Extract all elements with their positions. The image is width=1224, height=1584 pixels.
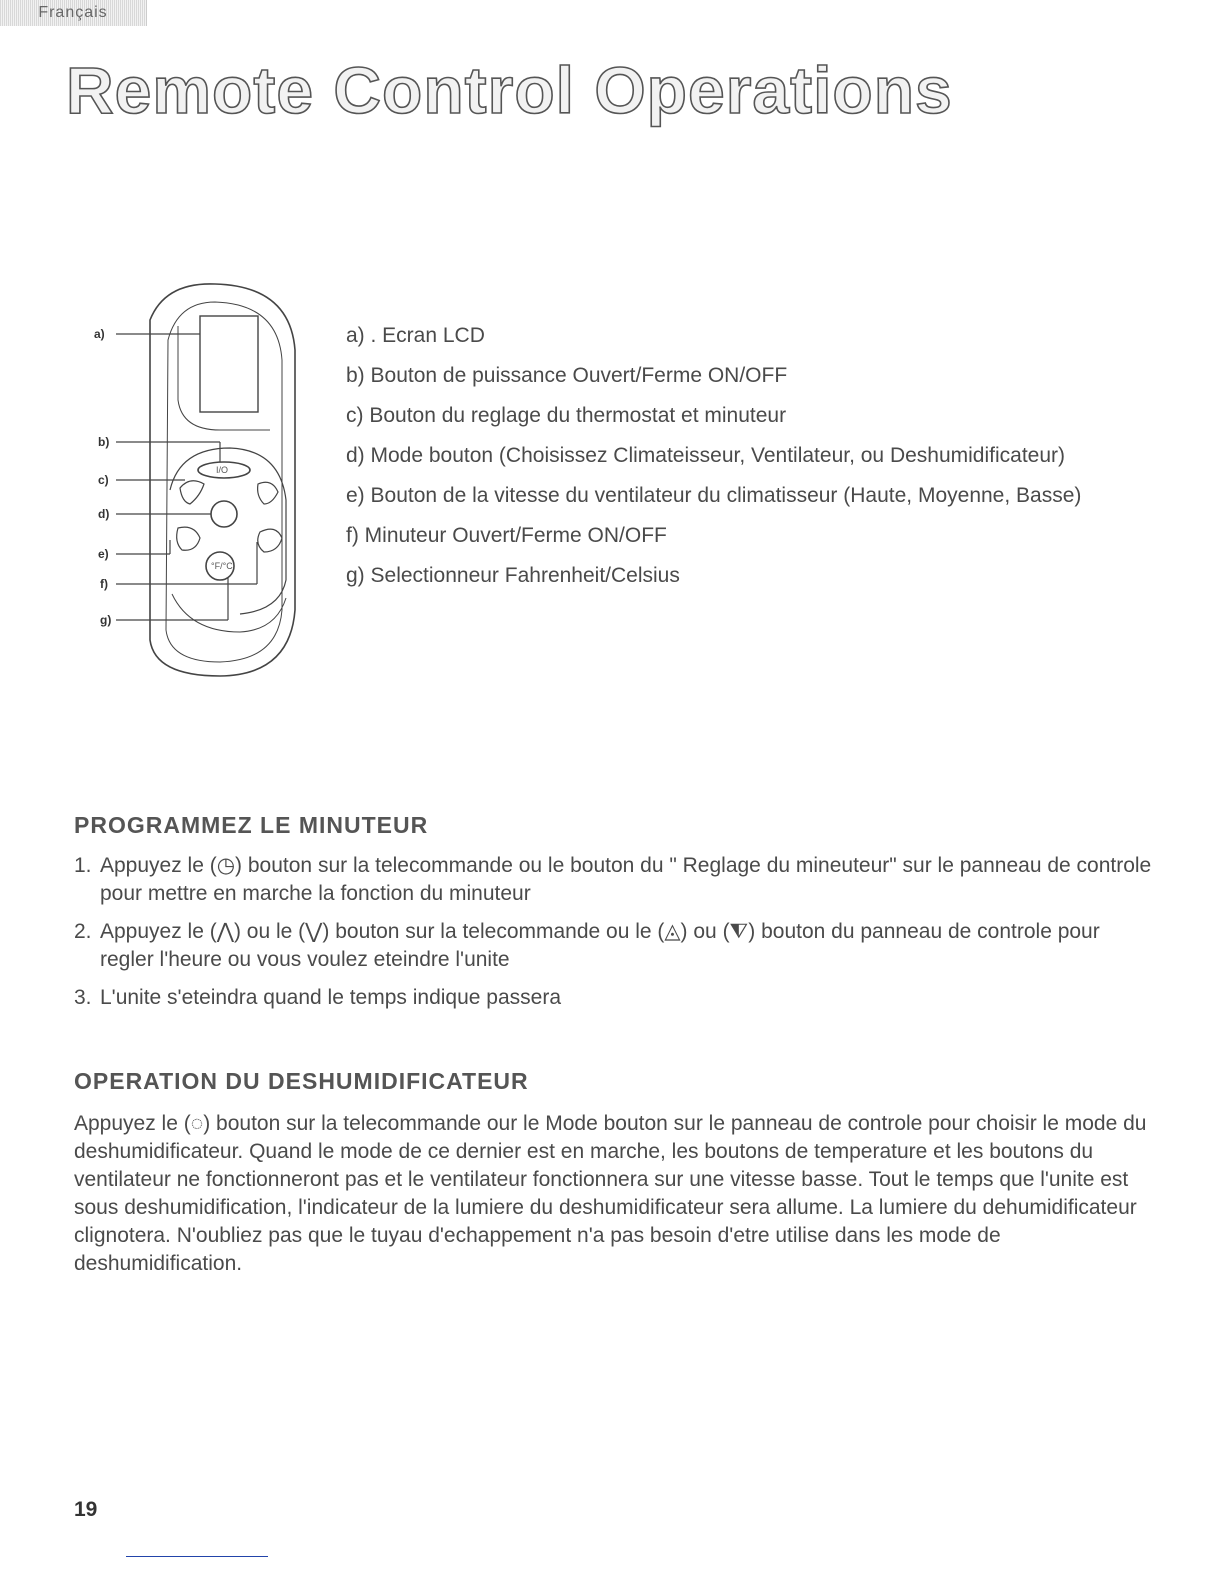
dehumidifier-paragraph: Appuyez le (◌) bouton sur la telecommande our le Mode bouton sur le panneau de controle pour choisir le mode du deshumidificateur. Quand le mode de ce dernier est en marche, les boutons de temperature et les boutons du ventilateur ne fonctionneront pas et le ventilateur fonctionnera sur une vitesse basse. Tout le temps que l'unite est sous deshumidification, l'indicateur de la lumiere du deshumidificateur sera allume. La lumiere du dehumidificateur clignotera. N'oubliez pas que le tuyau d'echappement n'a pas besoin d'etre utilise dans les mode de deshumidification. — [74, 1112, 1147, 1275]
down-button — [258, 482, 278, 504]
page-title: Remote Control Operations — [66, 53, 953, 127]
timer-step — [74, 984, 1154, 1012]
lcd-screen — [200, 316, 258, 412]
callout-c: c) — [98, 473, 109, 487]
callout-f: f) — [100, 577, 108, 591]
timer-section-heading: PROGRAMMEZ LE MINUTEUR — [74, 812, 429, 838]
callout-d: d) — [98, 507, 110, 521]
timer-steps-list — [74, 852, 1154, 1022]
timer-button — [211, 501, 237, 527]
callout-a: a) — [94, 327, 105, 341]
timer-step — [74, 852, 1154, 908]
up-button — [180, 481, 204, 504]
part-item-d: d) Mode bouton (Choisissez Climateisseur, Ventilateur, ou Deshumidificateur) — [346, 444, 1066, 467]
step-text: Appuyez le (⋀) ou le (⋁) bouton sur la telecommande ou le (◬) ou (⧨) bouton du panneau de controle pour regler l'heure ou vous voulez eteindre l'unite — [100, 920, 1100, 971]
remote-parts-list — [346, 322, 1146, 602]
remote-control-diagram — [90, 280, 310, 690]
power-button-label: I/O — [216, 465, 229, 475]
callout-e: e) — [98, 547, 109, 561]
page-number: 19 — [74, 1498, 98, 1521]
part-item-c: c) Bouton du reglage du thermostat et minuteur — [346, 404, 787, 427]
step-number: 2. — [74, 920, 92, 943]
part-item-f: f) Minuteur Ouvert/Ferme ON/OFF — [346, 524, 667, 547]
part-item-a: a) . Ecran LCD — [346, 324, 485, 347]
step-number: 3. — [74, 986, 92, 1009]
fan-speed-button — [177, 527, 200, 550]
dehumidifier-section-heading: OPERATION DU DESHUMIDIFICATEUR — [74, 1068, 529, 1094]
callout-b: b) — [98, 435, 110, 449]
part-item-g: g) Selectionneur Fahrenheit/Celsius — [346, 564, 680, 587]
temp-button-label: °F/°C — [211, 561, 233, 571]
part-item-b: b) Bouton de puissance Ouvert/Ferme ON/OFF — [346, 364, 788, 387]
step-text: L'unite s'eteindra quand le temps indique passera — [100, 986, 561, 1009]
part-item-e: e) Bouton de la vitesse du ventilateur du climatisseur (Haute, Moyenne, Basse) — [346, 484, 1082, 507]
timer-step — [74, 918, 1154, 974]
step-number: 1. — [74, 854, 92, 877]
language-tab: Français — [0, 0, 147, 26]
mode-button — [258, 529, 282, 552]
step-text: Appuyez le (◷) bouton sur la telecommande ou le bouton du " Reglage du mineuteur" sur le panneau de controle pour mettre en marche la fonction du minuteur — [100, 854, 1152, 905]
footer-rule — [126, 1556, 268, 1557]
callout-g: g) — [100, 613, 112, 627]
